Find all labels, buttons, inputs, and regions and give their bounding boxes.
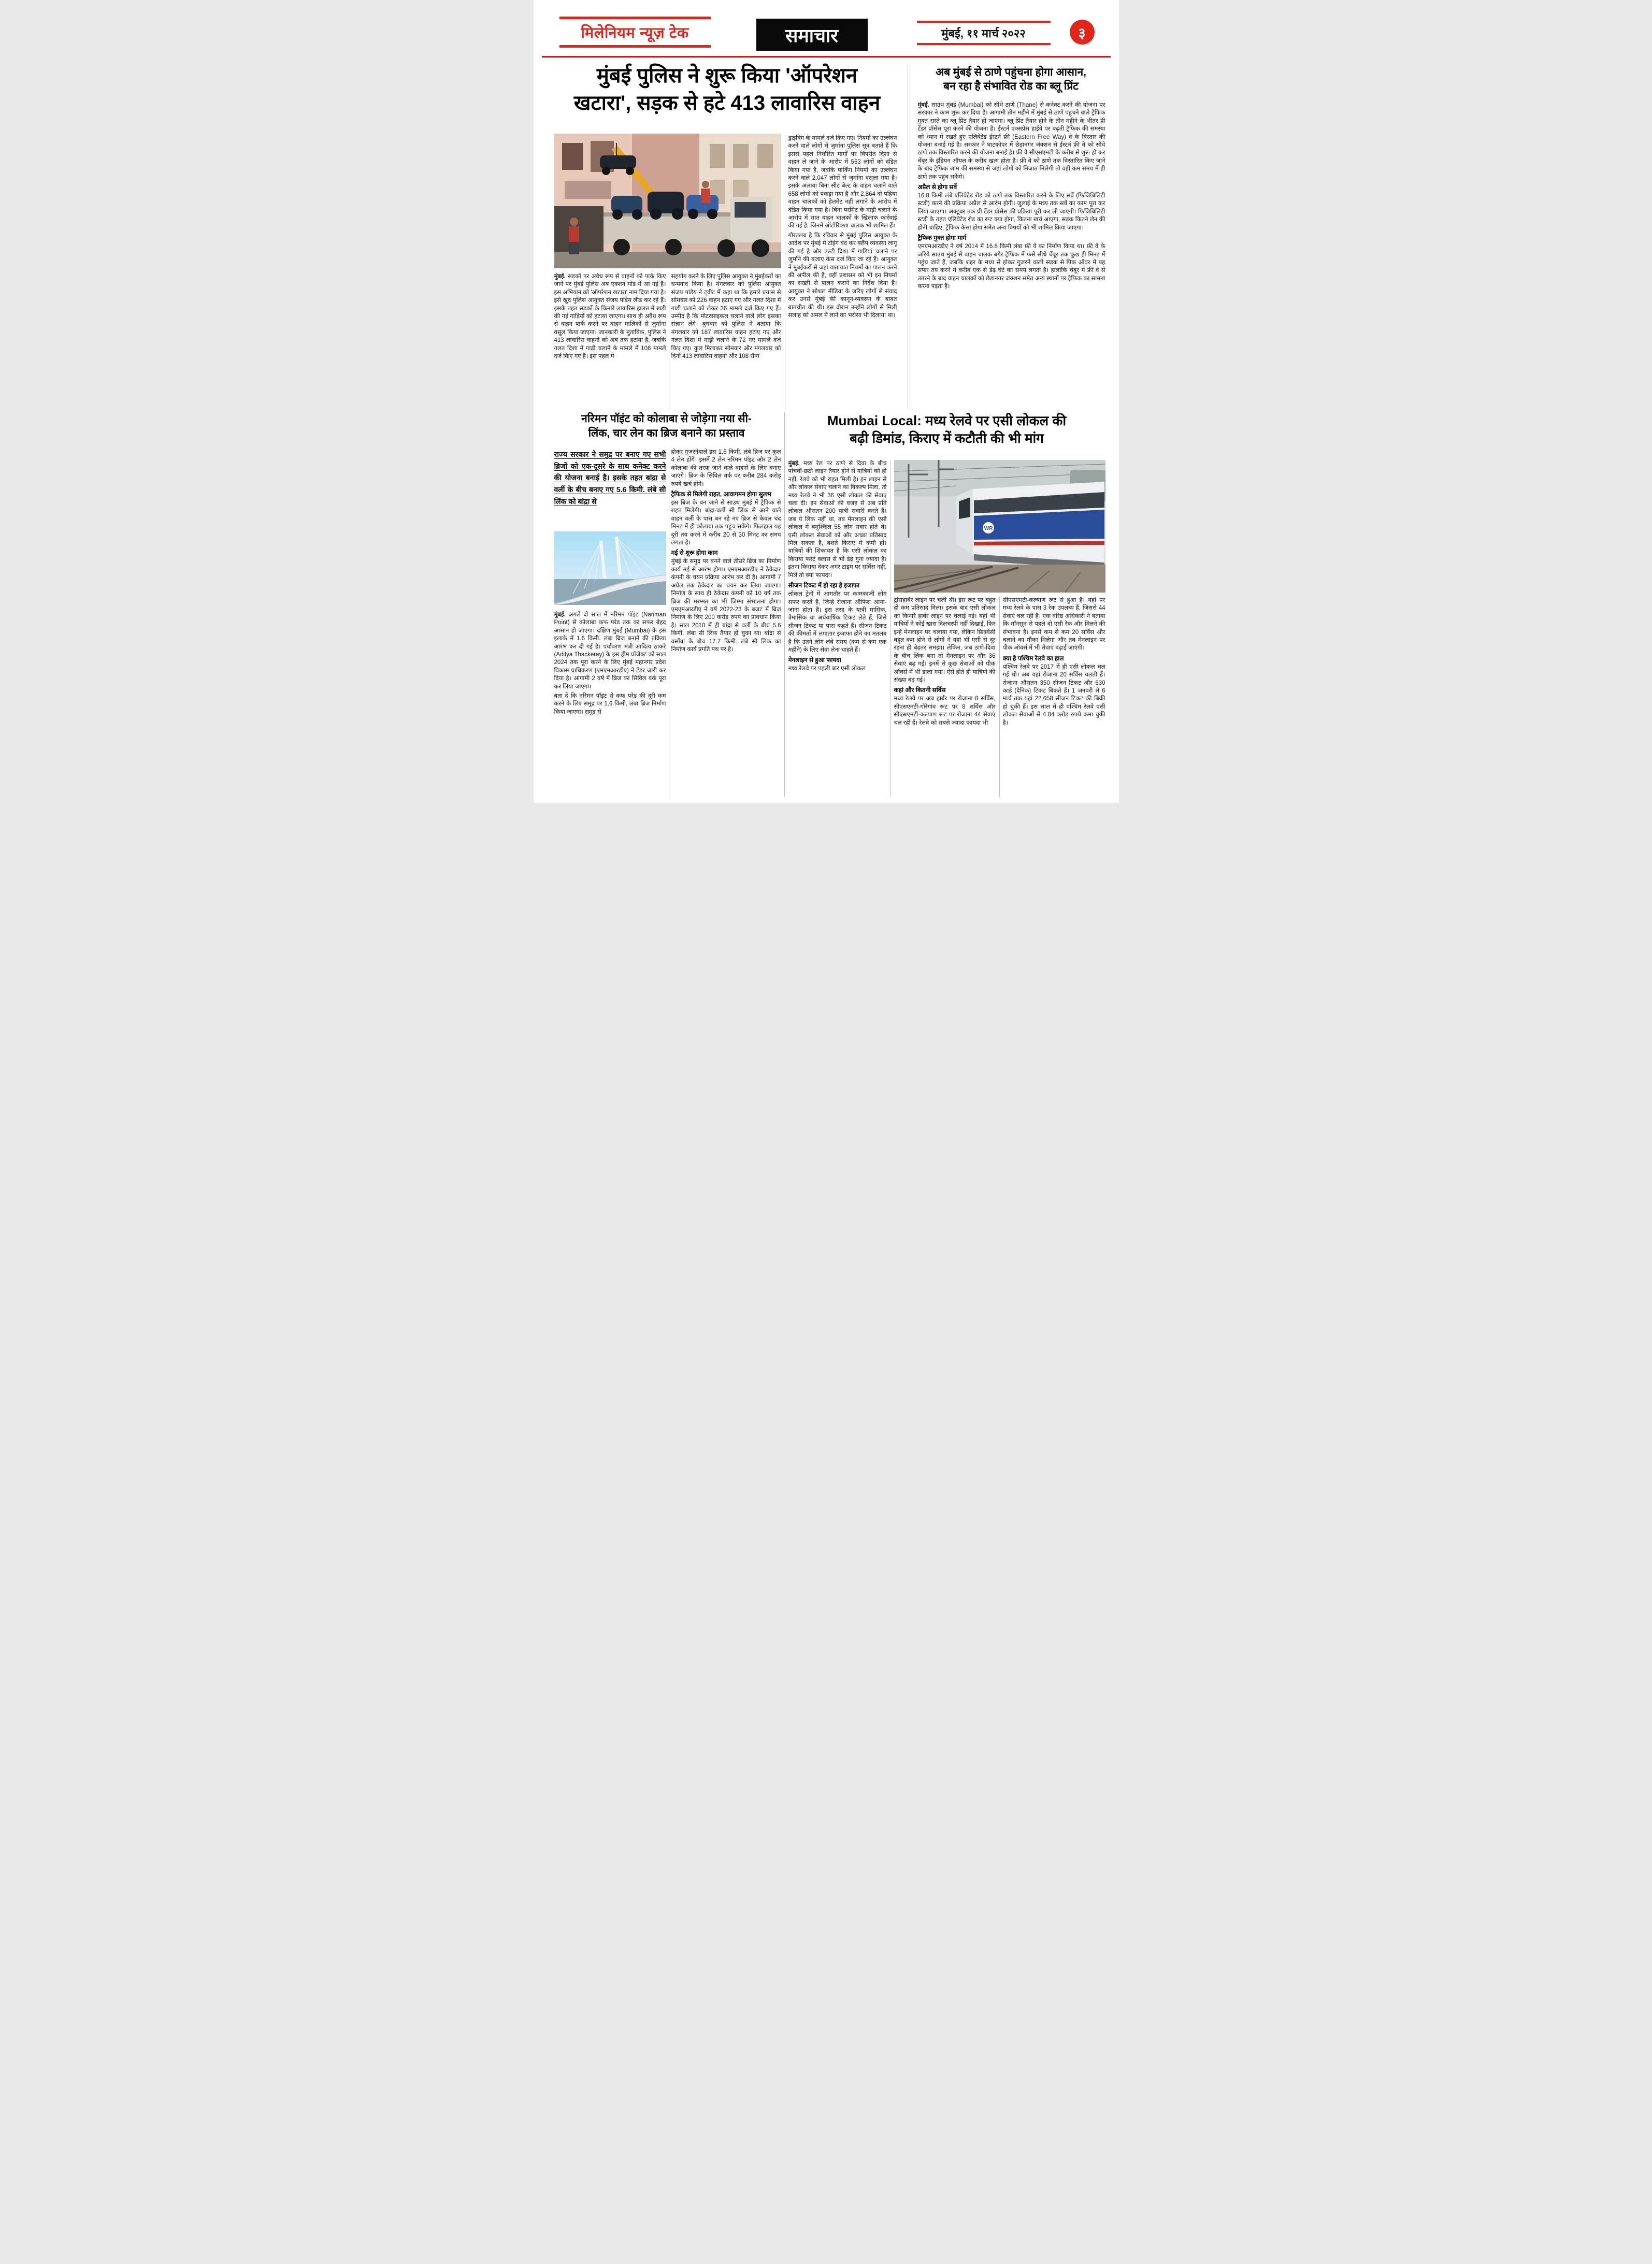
paragraph: इस ब्रिज के बन जाने से साउथ मुंबई में ट्रैफिक से राहत मिलेगी। बांद्रा-वर्ली सी लिंक से आने वाले वाहन वर्ली के पास बन रहे नए ब्रिज से केवल चंद मिनट में ही कोलाबा तक पहुंच सकेंगे। फिलहाल यह दूरी तय करने में करीब 20 से 30 मिनट का समय लगता है। xyxy=(671,500,781,546)
paragraph: गौरतलब है कि रविवार से मुंबई पुलिस आयुक्त के आदेश पर मुंबई में टोइंग बंद कर क्लैंप व्यवस्था लागू की गई है और उल्टी दिशा में गाड़ियां चलाने पर जुर्माने की बजाए केस दर्ज किए जा रहे हैं। आयुक्त ने मुंबईकरों से जहां यातायात नियमों का पालन करने की अपील की है, वहीं प्रशासन को भी इन नियमों का सख्ती से पालन कराने का निर्देश दिया है। आयुक्त ने सोशल मीडिया के जरिए लोगों से संवाद कर उनसे मुंबई की कानून-व्यवस्था के बाबत बातचीत की थी। इस दौरान उन्होंने लोगों से मिली सलाह को अमल में लाने का भरोसा भी दिलाया था। xyxy=(788,232,897,319)
dateline-lead: मुंबई. xyxy=(554,273,566,280)
column-divider xyxy=(999,597,1000,797)
paragraph: एमएमआरडीए ने वर्ष 2014 में 16.8 किमी लंबा फ्री वे का निर्माण किया था। फ्री वे के जरिये साउथ मुंबई से वाहन चालक बगैर ट्रैफिक में फंसे सीधे चेंबूर तक कुछ ही मिनट में पहुंच जाते हैं, जबकि शहर के मध्य से होकर गुजरने वाली सड़क से पिक ऑवर में यह सफर तय करने में करीब एक से डेढ़ घंटे का समय लगता है। हालांकि चेंबूर में फ्री वे से उतरने के बाद वाहन चालकों को छेड़ानगर जंक्शन समेत अन्य स्थानों पर ट्रैफिक का सामना करना पड़ता है। xyxy=(917,243,1105,290)
masthead xyxy=(559,17,711,48)
article1-column-a xyxy=(554,273,666,409)
article3-intro: राज्य सरकार ने समुद्र पर बनाए गए सभी ब्रिजों को एक-दूसरे के साथ कनेक्ट करने की योजना बनाई है। इसके तहत बांद्रा से वर्ली के बीच बनाए गए 5.6 किमी. लंबे सी लिंक को बांद्रा से xyxy=(554,450,666,506)
dateline: मुंबई, ११ मार्च २०२२ xyxy=(941,27,1026,40)
paragraph: सहयोग करने के लिए पुलिस आयुक्त ने मुंबईकरों का धन्यवाद किया है। मंगलवार को पुलिस आयुक्त संजय पांडेय ने ट्वीट में कहा था कि हमारे प्रयास से सोमवार को 226 वाहन हटाए गए और गलत दिशा में गाड़ी चलाने को लेकर 36 मामले दर्ज किए गए हैं। उम्मीद है कि मोटरसाइकल चलाने वाले लोग इसका संज्ञान लेंगे। बुधवार को पुलिस ने बताया कि मंगलवार को 187 लावारिस वाहन हटाए गए और गलत दिशा में गाड़ी चलाने के 72 नए मामले दर्ज किए गए। कुल मिलाकर सोमवार और मंगलवार को दिनों 413 लावारिस वाहनों और 108 रॉन्ग xyxy=(671,273,781,360)
dateline-lead: मुंबई. xyxy=(788,460,800,467)
masthead-title: मिलेनियम न्यूज़ टेक xyxy=(581,25,689,41)
paragraph: पश्चिम रेलवे पर 2017 में ही एसी लोकल चल गई थी। अब यहां रोजाना 20 सर्विस चलती हैं। रोजाना औसतन 350 सीजन टिकट और 630 कार्ड (दैनिक) टिकट बिकते हैं। 1 जनवरी से 6 मार्च तक यहां 22,658 सीजन टिकट की बिक्री हो चुकी हैं। इस साल में ही पश्चिम रेलवे एसी लोकल सेवाओं से 4.84 करोड़ रुपये कमा चुकी है। xyxy=(1002,664,1105,726)
article3-column-1 xyxy=(554,611,666,797)
article2-headline-line1: अब मुंबई से ठाणे पहुंचना होगा आसान, xyxy=(936,66,1086,78)
paragraph: ड्राइविंग के मामले दर्ज किए गए। नियमों का उल्लंघन करने वाले लोगों से जुर्माना पुलिस सूत्र बताते हैं कि इससे पहले निर्धारित मार्गों पर विपरीत दिशा से वाहन ले जाने के आरोप में 563 लोगों को दंडित किया गया है, जबकि पार्किंग नियमों का उल्लंघन करने वाले 2,047 लोगों से जुर्माना वसूला गया है। इसके अलावा बिना सीट बेल्ट के वाहन चलाने वाले 658 लोगों को पकड़ा गया है और 2,864 दो पहिया वाहन चालकों को हेलमेट नहीं लगाने के आरोप में दंडित किया गया है। बिना परमिट के गाड़ी चलाने के आरोप में सात वाहन चालकों के खिलाफ कार्रवाई की गई है, जिनमें ऑटोरिक्शा चालक भी शामिल हैं। xyxy=(788,135,897,229)
article-divider xyxy=(784,412,785,797)
dateline-lead: मुंबई. xyxy=(554,612,566,618)
dateline-lead: मुंबई. xyxy=(917,102,929,108)
paragraph: बता दें कि नरिमन पॉइंट से कफ परेड की दूरी कम करने के लिए समुद्र पर 1.6 किमी. लंबा ब्रिज निर्माण किया जाएगा। समुद्र से xyxy=(554,693,666,715)
article3-headline-line1: नरिमन पॉइंट को कोलाबा से जोड़ेगा नया सी- xyxy=(581,413,752,425)
subhead: अप्रैल से होगा सर्वे xyxy=(917,183,957,191)
paragraph: मध्य रेलवे पर पहली बार एसी लोकल xyxy=(788,666,866,672)
paragraph: ट्रांसहार्बर लाइन पर चली थी। इस रूट पर बहुत ही कम प्रतिसाद मिला। इसके बाद एसी लोकल को किनारे हार्बर लाइन पर चलाई गई। यहां भी यात्रियों ने कोई खास दिलचस्पी नहीं दिखाई, फिर इन्हें मेनलाइन पर चलाया गया, लेकिन फ्रिक्वेंसी बहुत कम होने से लोगों ने यहां भी एसी से दूर रहना ही बेहतर समझा। लेकिन, जब ठाणे-दिवा के बीच लिंक बना तो मेनलाइन पर और 36 सेवाएं बढ़ गईं। इनमें से कुछ सेवाओं को पीक ऑवर्स में भी डाला गया। ऐसे होते ही यात्रियों की संख्या बढ़ गई। xyxy=(894,597,996,684)
article1-column-c xyxy=(788,135,897,409)
masthead-bottom-bar xyxy=(559,45,711,48)
paragraph xyxy=(554,273,666,360)
dateline-block xyxy=(917,21,1051,45)
subhead: ट्रैफिक से मिलेगी राहत, आवागमन होगा सुलभ xyxy=(671,491,771,498)
sealink-illustration xyxy=(554,531,666,605)
article2-headline-line2: बन रहा है संभावित रोड का ब्लू प्रिंट xyxy=(943,80,1079,93)
article4-headline xyxy=(788,412,1105,448)
subhead: मई से शुरू होगा काम xyxy=(671,549,718,557)
page-number-badge: ३ xyxy=(1070,20,1095,45)
subhead: ट्रैफिक मुक्त होगा मार्ग xyxy=(917,234,967,242)
subhead: कहां और कितनी सर्विस xyxy=(894,686,946,694)
article4-column-1 xyxy=(788,460,887,797)
article2-body xyxy=(918,102,1105,409)
section-title: समाचार xyxy=(756,19,868,51)
paragraph-text: साउथ मुंबई (Mumbai) को सीधे ठाणे (Thane) से कनेक्ट करने की योजना पर सरकार ने काम शुरू कर दिया है। आगामी तीन महीने में मुंबई से ठाणे पहुंचने वाले ट्रैफिक मुक्त रास्ते का ब्लू प्रिंट तैयार हो जाएगा। ब्लू प्रिंट तैयार होने के तीन महीने के भीतर प्री टेंडर प्रॉसेस पूरा करने की योजना है। ईस्टर्न एक्सप्रेस हाईवे पर बढ़ती ट्रैफिक की समस्या को ध्यान में रखते हुए एलिवेटेड ईस्टर्न फ्री (Eastern Free Way) वे के विस्तार की योजना बनाई गई है। सरकार ने घाटकोपर में छेड़ानगर जंक्शन से ईस्टर्न फ्री वे को सीधे ठाणे तक विस्तारित करने की योजना बनाई है। फ्री वे सीएसएमटी के करीब से शुरू हो कर चेंबूर के इंडियन ऑयल के करीब खत्म होता है। फ्री वे को ठाणे तक विस्तारित किए जाने के बाद ट्रैफिक जाम की समस्या से जहां लोगों को निजात मिलेगी तो वहीं कम समय में ही ठाणे तक पहुंच सकेंगे। xyxy=(917,102,1105,180)
article3-headline xyxy=(551,412,782,440)
article1-headline-line2: खटारा', सड़क से हटे 413 लावारिस वाहन xyxy=(573,91,881,114)
header-divider xyxy=(542,56,1111,57)
subhead: मेनलाइन से हुआ फायदा xyxy=(788,656,841,664)
wr-logo: WR xyxy=(984,526,993,531)
article1-headline xyxy=(548,62,907,117)
paragraph-text: मध्य रेल पर ठाणे से दिवा के बीच पांचवीं-छठी लाइन तैयार होने से यात्रियों को ही नहीं, रेलवे को भी राहत मिली है। इन लाइन से और लोकल सेवाएं चलाने का विकल्प मिला, तो मध्य रेलवे ने भी 36 एसी लोकल की सेवाएं चला दी। इन सेवाओं की वजह से अब प्रति लोकल औसतन 200 यात्री सवारी करते हैं। जब ये लिंक नहीं था, तब मेनलाइन की एसी लोकल में बमुश्किल 55 लोग सवार होते थे। एसी लोकल सेवाओं को और अच्छा प्रतिसाद मिल सकता है, बशर्ते किराए में कमी हो। यात्रियों की शिकायत है कि एसी लोकल का किराया फर्स्ट क्लास से भी डेढ़ गुना ज्यादा है। इतना किराया देकर अगर टाइम पर सर्विस नहीं, मिले तो क्या फायदा। xyxy=(788,460,887,579)
paragraph: मध्य रेलवे पर अब हार्बर पर रोजाना 8 सर्विस, सीएसएमटी-गोरेगांव रूट पर 8 सर्विस और सीएसएमटी-कल्याण रूट पर रोजाना 44 सेवाएं चल रही हैं। रेलवे को सबसे ज्यादा फायदा भी xyxy=(894,696,996,726)
newspaper-page xyxy=(534,0,1119,803)
article2-headline xyxy=(916,65,1107,94)
paragraph xyxy=(918,102,1105,181)
dateline-bottom-bar xyxy=(917,43,1051,45)
paragraph: सीएसएमटी-कल्याण रूट से हुआ है। यहां पर मध्य रेलवे के पास 3 रेक उपलब्ध हैं, जिससे 44 सेवाएं चल रही हैं। एक वरिष्ठ अधिकारी ने बताया कि मॉनसून से पहले दो एसी रेक और मिलने की संभावना है। इनसे कम से कम 20 सर्विस और चलाने का मौका मिलेगा और तब मेनलाइन पर पीक ऑवर्स में भी सेवाएं बढ़ाई जाएंगी। xyxy=(1002,597,1105,652)
paragraph: 16.8 किमी लंबे एलिवेटेड रोड को ठाणे तक विस्तारित करने के लिए सर्वे (फिजिबिलिटी स्टडी) करने की प्रक्रिया अप्रैल से आरंभ होगी। जुलाई के मध्य तक सर्वे का काम पूरा कर लिया जाएगा। अक्टूबर तक प्री टेंडर प्रॉसेस की प्रक्रिया पूरी कर ली जाएगी। फिजिबिलिटी स्टडी के तहत एलिवेटेड रोड का रूट क्या होगा, कितना खर्च आएगा, सड़क कितने लेन की होनी चाहिए, ट्रैफिक कैसा होगा समेत अन्य विषयों को भी शामिल किया जाएगा। xyxy=(917,193,1105,231)
paragraph-text: अगले दो साल में नरिमन पॉइंट (Nariman Point) से कोलाबा कफ परेड तक का सफर बेहद आसान हो जाएगा। दक्षिण मुंबई (Mumbai) के इस इलाके में 1.6 किमी. लंबा ब्रिज बनाने की प्रक्रिया आरंभ कर दी गई है। पर्यावरण मंत्री आदित्य ठाकरे (Aditya Thackeray) के इस ड्रीम प्रॉजेक्ट को साल 2024 तक पूरा करने के लिए मुंबई महानगर प्रदेश विकास प्राधिकरण (एमएमआरडीए) ने टेंडर जारी कर दिया है। आगामी 2 वर्ष में ब्रिज का सिविल वर्क पूरा कर लिया जाएगा। xyxy=(554,612,666,690)
article4-column-3 xyxy=(1003,597,1105,797)
article4-photo-ac-local-train xyxy=(894,460,1105,593)
article1-photo-towtruck xyxy=(554,134,781,268)
article3-column-2 xyxy=(671,449,781,797)
article4-column-2 xyxy=(894,597,996,797)
article1-headline-line1: मुंबई पुलिस ने शुरू किया 'ऑपरेशन xyxy=(596,64,858,87)
train-illustration xyxy=(894,460,1105,593)
subhead: सीजन टिकट में हो रहा है इजाफा xyxy=(788,582,860,589)
paragraph: लोकल ट्रेनों में आमतौर पर कामकाजी लोग सफर करते हैं, जिन्हें रोजाना ऑफिस आना-जाना होता है। इस तरह के यात्री मासिक, त्रैमासिक या अर्धवार्षिक टिकट लेते हैं, जिसे सीजन टिकट या पास कहते हैं। सीजन टिकट की कीमतों में लगातार इजाफा होने का मतलब है कि उतने लोग लंबे समय (कम से कम एक महीने) के लिए सेवा लेना चाहते हैं। xyxy=(788,591,887,653)
article4-headline-line1: Mumbai Local: मध्य रेलवे पर एसी लोकल की xyxy=(827,413,1067,428)
towtruck-illustration xyxy=(554,134,781,268)
article1-column-b xyxy=(671,273,781,409)
article4-headline-line2: बढ़ी डिमांड, किराए में कटौती की भी मांग xyxy=(850,430,1044,446)
article3-headline-line2: लिंक, चार लेन का ब्रिज बनाने का प्रस्ताव xyxy=(588,427,745,439)
paragraph: होकर गुजरनेवाले इस 1.6 किमी. लंबे ब्रिज पर कुल 4 लेन होंगे। इसमें 2 लेन नरिमन पॉइंट और 2 लेन कोलाबा की तरफ जाने वाले वाहनों के लिए बनाए जाएंगे। ब्रिज के सिविल वर्क पर करीब 284 करोड़ रुपये खर्च होंगे। xyxy=(671,449,781,487)
paragraph-text: सड़कों पर अवैध रूप से वाहनों को पार्क किए जाने पर मुंबई पुलिस अब एक्शन मोड में आ गई है। इस अभियान को 'ऑपरेशन खटारा' नाम दिया गया है। इसे खुद पुलिस आयुक्त संजय पांडेय लीड कर रहे हैं। इसके तहत सड़कों के किनारे लावारिस हालत में खड़ी की गई गाड़ियों को हटाया जाएगा। साथ ही अवैध रूप से वाहन पार्क करने पर वाहन मालिकों से जुर्माना वसूल किया जाएगा। जानकारी के मुताबिक, पुलिस ने 413 लावारिस वाहनों को अब तक हटाया है, जबकि गलत दिशा में गाड़ी चलाने के मामले में 108 मामले दर्ज किए गए हैं। इस पहल में xyxy=(554,273,666,360)
article3-photo-sealink xyxy=(554,531,666,605)
paragraph xyxy=(788,460,887,580)
paragraph: मुंबई के समुद्र पर बनने वाले तीसरे ब्रिज का निर्माण कार्य मई से आरंभ होगा। एमएमआरडीए ने ठेकेदार कंपनी के चयन प्रक्रिया आरंभ कर दी है। आगामी 7 अप्रैल तक ठेकेदार का चयन कर लिया जाएगा। निर्माण के साथ ही ठेकेदार कंपनी को 10 वर्ष तक ब्रिज की मरम्मत का भी जिम्मा संभालना होगा। एमएमआरडीए ने वर्ष 2022-23 के बजट में ब्रिज निर्माण के लिए 200 करोड़ रुपये का प्रावधान किया है। साल 2010 में ही बांद्रा से वर्ली के बीच 5.6 किमी. लंबा सी लिंक तैयार हो चुका था। बांद्रा से वर्सोवा के बीच 17.7 किमी. लंबे सी लिंक का निर्माण कार्य प्रगति पथ पर है। xyxy=(671,558,781,653)
paragraph xyxy=(554,611,666,691)
subhead: क्या है पश्चिम रेलवे का हाल xyxy=(1002,654,1064,662)
